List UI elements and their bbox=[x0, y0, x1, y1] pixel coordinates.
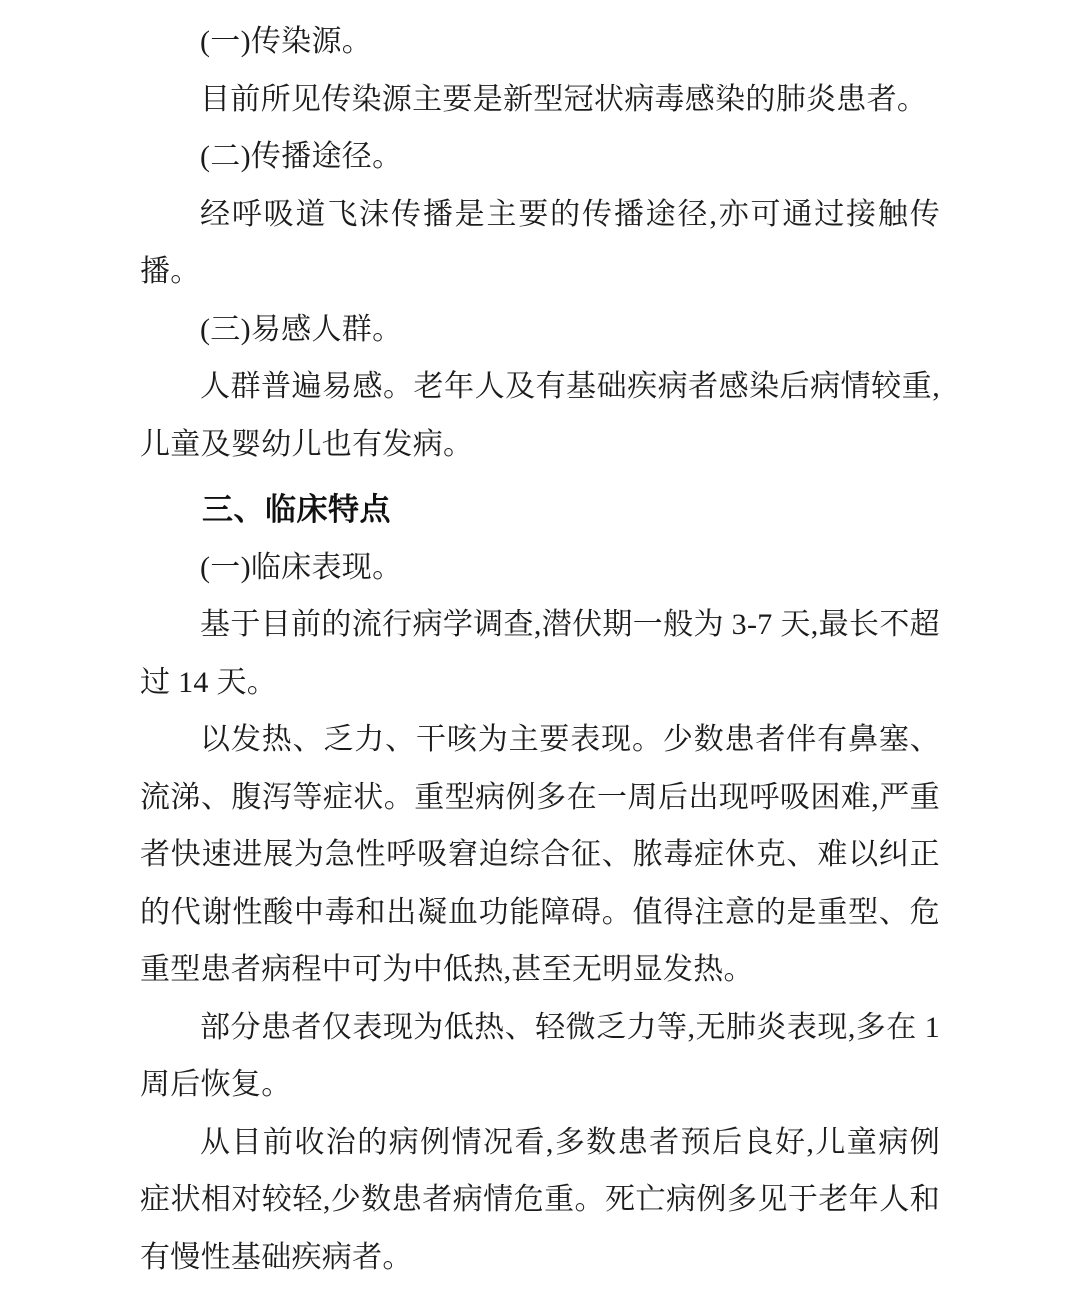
document-body bbox=[140, 13, 940, 1286]
subheading-clinical-manifestation: (一)临床表现。 bbox=[200, 550, 403, 584]
paragraph-susceptible-population: 人群普遍易感。老年人及有基础疾病者感染后病情较重,儿童及婴幼儿也有发病。 bbox=[140, 370, 940, 461]
paragraph-mild-cases: 部分患者仅表现为低热、轻微乏力等,无肺炎表现,多在 1 周后恢复。 bbox=[140, 1010, 940, 1101]
subheading-susceptible-population: (三)易感人群。 bbox=[200, 312, 403, 346]
subheading-transmission-route: (二)传播途径。 bbox=[200, 140, 403, 173]
paragraph-transmission-route: 经呼吸道飞沫传播是主要的传播途径,亦可通过接触传播。 bbox=[140, 197, 940, 288]
paragraph-main-symptoms: 以发热、乏力、干咳为主要表现。少数患者伴有鼻塞、流涕、腹泻等症状。重型病例多在一周后出现呼吸困难,严重者快速进展为急性呼吸窘迫综合征、脓毒症休克、难以纠正的代谢性酸中毒和出凝血功能障碍。值得注意的是重型、危重型患者病程中可为中低热,甚至无明显发热。 bbox=[140, 723, 940, 986]
paragraph-incubation-period: 基于目前的流行病学调查,潜伏期一般为 3-7 天,最长不超过 14 天。 bbox=[140, 608, 940, 699]
subheading-infection-source: (一)传染源。 bbox=[200, 25, 373, 58]
section-heading-clinical-features: 三、临床特点 bbox=[202, 492, 391, 527]
paragraph-prognosis: 从目前收治的病例情况看,多数患者预后良好,儿童病例症状相对较轻,少数患者病情危重。死亡病例多见于老年人和有慢性基础疾病者。 bbox=[140, 1125, 940, 1274]
paragraph-infection-source: 目前所见传染源主要是新型冠状病毒感染的肺炎患者。 bbox=[200, 82, 928, 116]
